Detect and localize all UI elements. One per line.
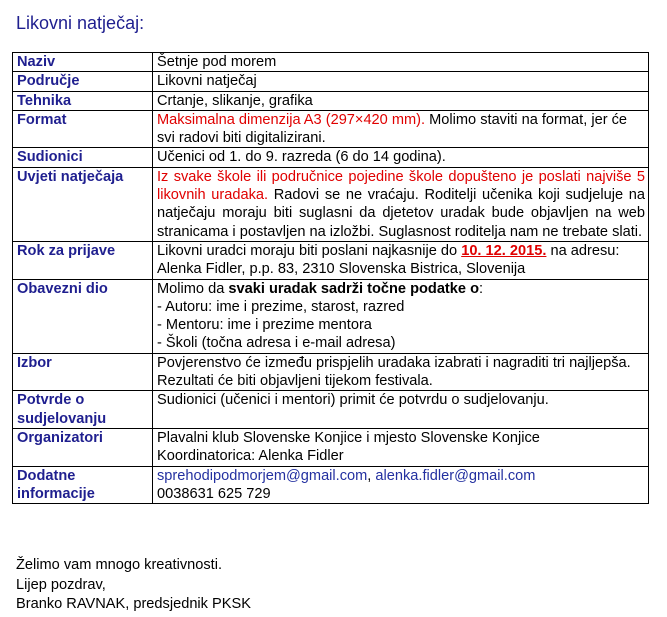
label-organizatori: Organizatori	[13, 428, 153, 466]
organizer-name: Plavalni klub Slovenske Konjice i mjesto Slovenske Konjice	[157, 429, 540, 446]
table-row-sudionici	[13, 148, 649, 167]
label-podrucje: Područje	[13, 72, 153, 91]
value-uvjeti	[153, 167, 649, 241]
value-rok	[153, 241, 649, 279]
coordinator-name: Koordinatorica: Alenka Fidler	[157, 448, 344, 465]
value-format	[153, 110, 649, 148]
obavezni-intro-text: Molimo da	[157, 280, 229, 297]
label-sudionici: Sudionici	[13, 148, 153, 167]
rok-after-text: na adresu:	[546, 242, 620, 259]
value-dodatne	[153, 466, 649, 504]
obavezni-bold-text: svaki uradak sadrži točne podatke o	[228, 280, 479, 297]
label-potvrde: Potvrde o sudjelovanju	[13, 391, 153, 429]
label-tehnika: Tehnika	[13, 91, 153, 110]
label-naziv: Naziv	[13, 53, 153, 72]
closing-wish: Želimo vam mnogo kreativnosti.	[16, 557, 223, 573]
value-sudionici: Učenici od 1. do 9. razreda (6 do 14 godina).	[153, 148, 649, 167]
value-tehnika: Crtanje, slikanje, grafika	[153, 91, 649, 110]
table-row-izbor	[13, 353, 649, 391]
value-potvrde: Sudionici (učenici i mentori) primit će potvrdu o sudjelovanju.	[153, 391, 649, 429]
page-title: Likovni natječaj:	[16, 13, 145, 33]
mailing-address: Alenka Fidler, p.p. 83, 2310 Slovenska Bistrica, Slovenija	[157, 261, 526, 278]
value-podrucje: Likovni natječaj	[153, 72, 649, 91]
table-row-organizatori	[13, 428, 649, 466]
table-row-format	[13, 110, 649, 148]
table-row-dodatne	[13, 466, 649, 504]
format-dimension-text: Maksimalna dimenzija A3 (297×420 mm).	[157, 111, 426, 128]
list-item: - Mentoru: ime i prezime mentora	[157, 317, 372, 334]
label-izbor: Izbor	[13, 353, 153, 391]
table-row-podrucje	[13, 72, 649, 91]
email-separator: ,	[367, 467, 376, 484]
label-format: Format	[13, 110, 153, 148]
table-row-tehnika	[13, 91, 649, 110]
list-item: - Školi (točna adresa i e-mail adresa)	[157, 335, 396, 352]
rok-intro-text: Likovni uradci moraju biti poslani najkasnije do	[157, 242, 462, 259]
uvjeti-limit-text: Iz svake škole ili područnice pojedine škole dopušteno je poslati najviše 5 likovnih uradaka.	[157, 168, 645, 204]
email-link-2[interactable]: alenka.fidler@gmail.com	[375, 467, 536, 484]
closing-note	[16, 556, 251, 615]
table-row-naziv	[13, 53, 649, 72]
value-obavezni	[153, 279, 649, 353]
table-row-obavezni	[13, 279, 649, 353]
closing-signature: Branko RAVNAK, predsjednik PKSK	[16, 596, 251, 612]
list-item: - Autoru: ime i prezime, starost, razred	[157, 298, 405, 315]
table-row-potvrde	[13, 391, 649, 429]
deadline-date: 10. 12. 2015.	[461, 242, 547, 259]
label-dodatne: Dodatne informacije	[13, 466, 153, 504]
email-link-1[interactable]: sprehodipodmorjem@gmail.com	[157, 467, 368, 484]
format-note-text: Molimo staviti na format, jer će svi radovi biti digitalizirani.	[157, 111, 628, 147]
obavezni-colon: :	[479, 280, 484, 297]
closing-greeting: Lijep pozdrav,	[16, 576, 106, 593]
competition-info-table	[12, 52, 649, 504]
value-naziv: Šetnje pod morem	[153, 53, 649, 72]
uvjeti-rules-text: Radovi se ne vraćaju. Roditelji učenika koji sudjeluje na natječaju moraju biti suglasni da djetetov uradak bude objavljen na web stranicama i postavljen na izložbi. Suglasnost roditelja nam ne trebate slati.	[157, 187, 645, 240]
table-row-rok	[13, 241, 649, 279]
label-obavezni: Obavezni dio	[13, 279, 153, 353]
phone-number: 0038631 625 729	[157, 485, 271, 502]
table-row-uvjeti	[13, 167, 649, 241]
value-organizatori	[153, 428, 649, 466]
label-rok: Rok za prijave	[13, 241, 153, 279]
value-izbor: Povjerenstvo će između prispjelih uradaka izabrati i nagraditi tri najljepša. Rezultati će biti objavljeni tijekom festivala.	[153, 353, 649, 391]
label-uvjeti: Uvjeti natječaja	[13, 167, 153, 241]
